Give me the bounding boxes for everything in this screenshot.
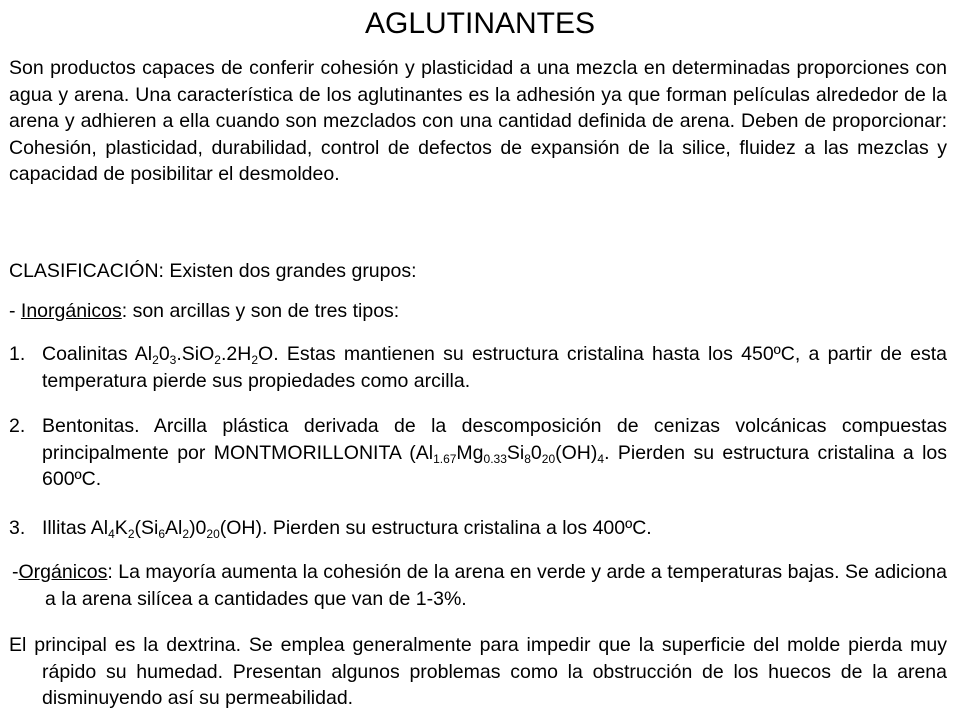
organicos-dash: -: [12, 561, 19, 583]
item-subscript: 20: [206, 527, 220, 541]
item-text: Mg: [456, 441, 484, 464]
item-text: (OH): [555, 441, 598, 464]
item-subscript: 2: [182, 527, 190, 541]
item-text: 0: [530, 441, 542, 464]
item-text: )0: [189, 517, 207, 539]
list-item-number: 1.: [9, 343, 26, 365]
page-title: AGLUTINANTES: [364, 7, 596, 40]
intro-paragraph: Son productos capaces de conferir cohesión y plasticidad a una mezcla en determinadas proporciones con agua y arena. Una característica de los aglutinantes es la adhesión ya que forman películas alrededor de la arena y adhieren a ella cuando son mezclados con una cantidad definida de arena. Deben de proporcionar: Cohesión, plasticidad, durabilidad, control de defectos de expansión de la silice, fluidez a las mezclas y capacidad de posibilitar el desmoldeo.: [9, 57, 947, 185]
item-subscript: 2: [152, 353, 159, 367]
organicos-paragraph: [12, 559, 947, 612]
organicos-text: : La mayoría aumenta la cohesión de la arena en verde y arde a temperaturas bajas. Se adiciona a la arena silícea a cantidades que van de 1-3%.: [45, 561, 947, 610]
item-text: O. Estas mantienen su estructura cristalina hasta los 450ºC, a partir de esta temperatura pierde sus propiedades como arcilla.: [42, 343, 948, 392]
organicos-label: Orgánicos: [18, 561, 108, 583]
item-text: Si: [506, 441, 525, 464]
item-text: .SiO: [176, 343, 215, 365]
item-subscript: 4: [108, 527, 115, 541]
list-item-number: 3.: [9, 517, 26, 539]
item-subscript: 2: [214, 353, 221, 367]
item-subscript: 2: [127, 527, 135, 541]
inorganicos-text: : son arcillas y son de tres tipos:: [121, 300, 400, 322]
item-text: (OH). Pierden su estructura cristalina a los 400ºC.: [219, 517, 652, 539]
final-paragraph: El principal es la dextrina. Se emplea generalmente para impedir que la superficie del molde pierda muy rápido su humedad. Presentan algunos problemas como la obstrucción de los huecos de la arena disminuyendo así su permeabilidad.: [9, 634, 947, 709]
item-text: Al: [165, 517, 183, 539]
item-text: .2H: [220, 343, 252, 365]
inorganicos-line: [9, 298, 947, 325]
list-item-illitas: [9, 515, 947, 542]
item-text: . Pierden su estructura cristalina a los 600ºC.: [42, 441, 948, 490]
item-subscript: 4: [597, 451, 605, 466]
list-item-coalinitas: [9, 341, 947, 394]
item-text: K: [114, 517, 128, 539]
item-text: (Si: [134, 517, 159, 539]
item-subscript: 20: [541, 451, 556, 466]
item-text: Illitas Al: [42, 517, 109, 539]
item-subscript: 1.67: [433, 451, 457, 466]
item-text: 0: [158, 343, 170, 365]
inorganicos-label: Inorgánicos: [20, 300, 122, 322]
list-item-bentonitas: [9, 413, 947, 493]
item-subscript: 6: [158, 527, 166, 541]
item-text: Coalinitas Al: [42, 343, 153, 365]
item-subscript: 3: [169, 353, 177, 367]
item-subscript: 0.33: [483, 451, 507, 466]
item-subscript: 8: [524, 451, 531, 466]
clasificacion-line: CLASIFICACIÓN: Existen dos grandes grupos:: [9, 260, 417, 282]
item-text: Bentonitas. Arcilla plástica derivada de la descomposición de cenizas volcánicas compuestas principalmente por MONTMORILLONITA (Al: [42, 415, 947, 464]
item-subscript: 2: [251, 353, 259, 367]
list-item-number: 2.: [9, 415, 26, 437]
inorganicos-dash: -: [9, 300, 21, 322]
